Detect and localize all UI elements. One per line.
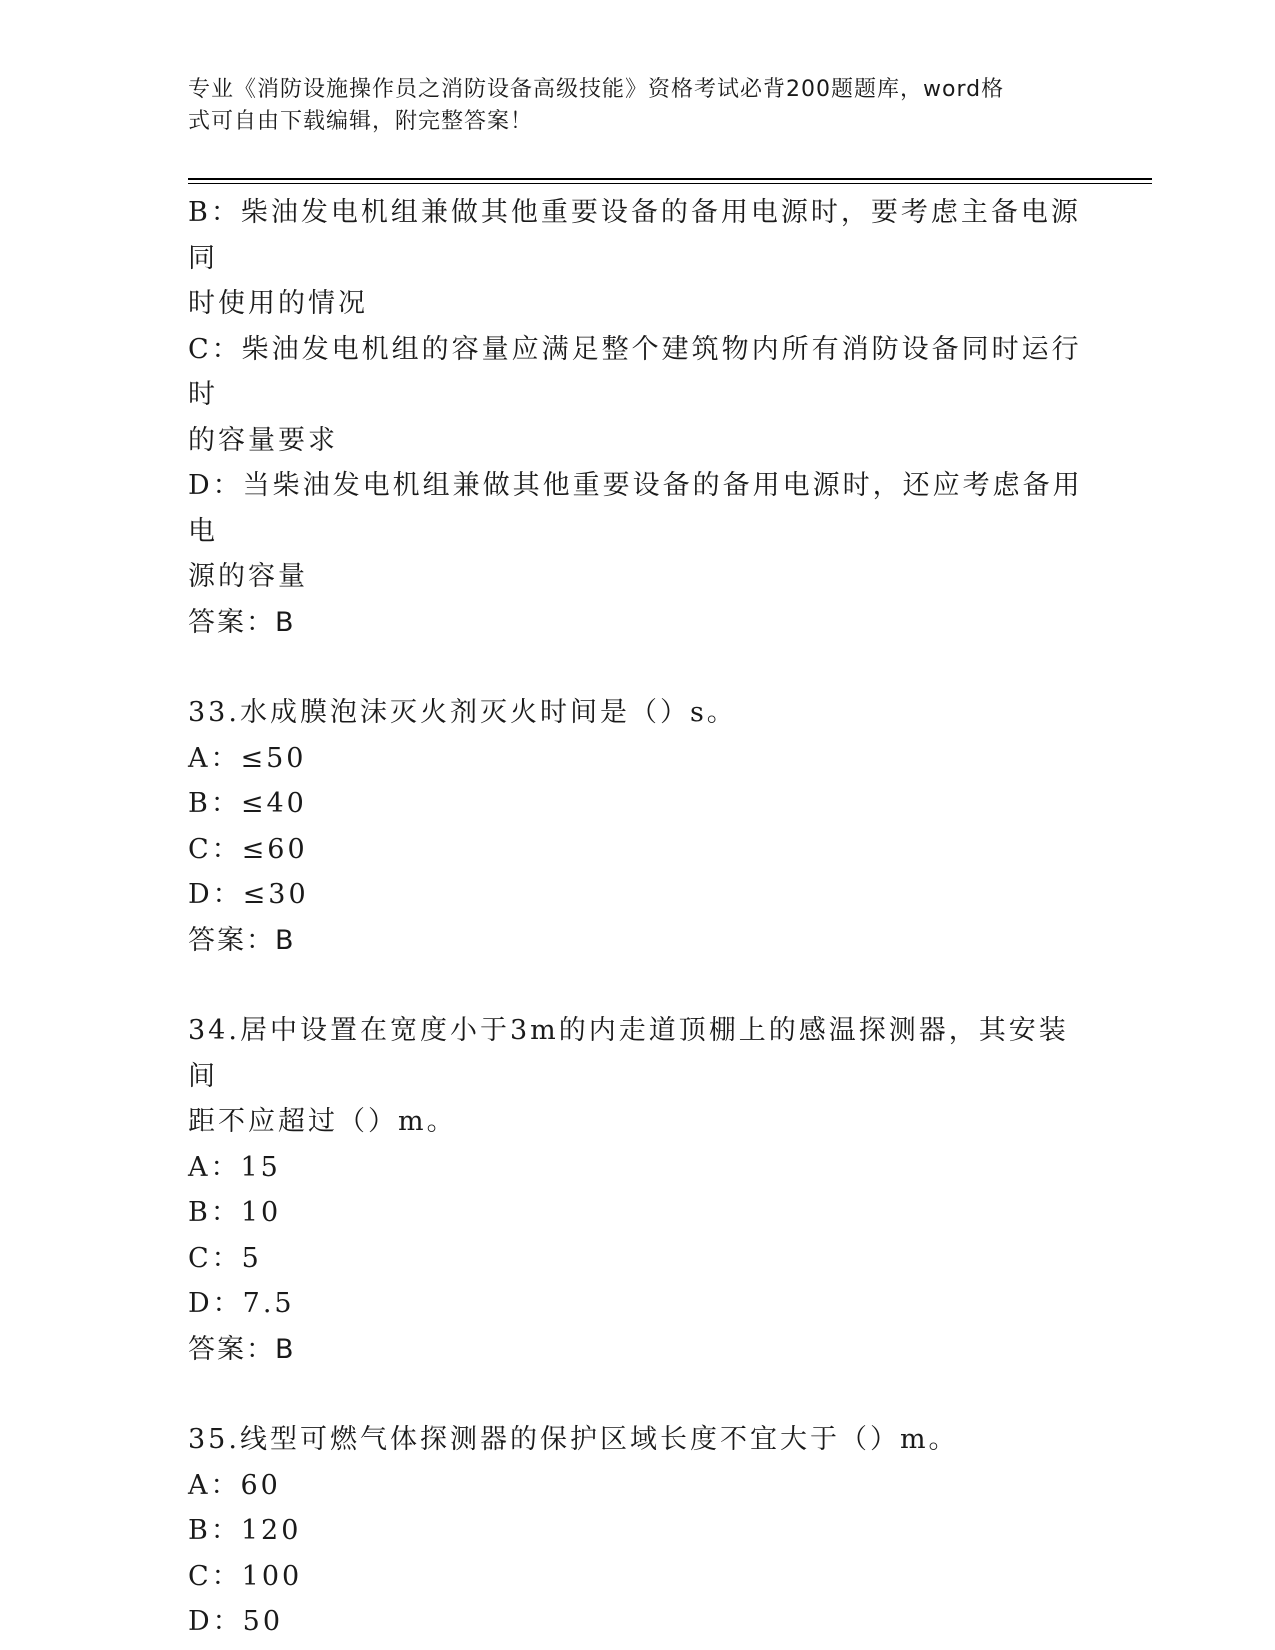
q34-option-c: C：5 xyxy=(188,1242,262,1274)
header-line-2: 式可自由下载编辑，附完整答案！ xyxy=(188,109,534,134)
q35-option-a: A：60 xyxy=(188,1469,281,1501)
header-divider-thin xyxy=(188,183,1152,184)
q32-option-d-line-2: 源的容量 xyxy=(188,561,308,592)
q35-option-d: D：50 xyxy=(188,1606,284,1637)
q34-option-b: B：10 xyxy=(188,1197,282,1228)
q35-question: 35.线型可燃气体探测器的保护区域长度不宜大于（）m。 xyxy=(188,1424,959,1455)
q33-question: 33.水成膜泡沫灭火剂灭火时间是（）s。 xyxy=(188,697,737,728)
q33-option-d: D：≤30 xyxy=(188,879,309,910)
question-33-block xyxy=(188,690,1088,963)
header-divider-thick xyxy=(188,178,1152,180)
q34-option-d: D：7.5 xyxy=(188,1288,295,1319)
q33-answer: 答案：B xyxy=(188,924,296,956)
q32-option-c-line-1: C：柴油发电机组的容量应满足整个建筑物内所有消防设备同时运行时 xyxy=(188,333,1082,410)
question-34-block xyxy=(188,1008,1088,1372)
document-body xyxy=(188,190,1088,1645)
question-32-block xyxy=(188,190,1088,645)
q32-option-b-line-1: B：柴油发电机组兼做其他重要设备的备用电源时，要考虑主备电源同 xyxy=(188,197,1081,274)
q34-answer: 答案：B xyxy=(188,1333,296,1365)
question-35-block xyxy=(188,1417,1088,1645)
q32-option-d-line-1: D：当柴油发电机组兼做其他重要设备的备用电源时，还应考虑备用电 xyxy=(188,470,1083,547)
q33-option-b: B：≤40 xyxy=(188,788,307,819)
q32-option-c-line-2: 的容量要求 xyxy=(188,424,338,456)
q35-option-b: B：120 xyxy=(188,1515,302,1546)
q34-question-line-1: 34.居中设置在宽度小于3m的内走道顶棚上的感温探测器，其安装间 xyxy=(188,1015,1069,1092)
q32-option-b-line-2: 时使用的情况 xyxy=(188,288,368,319)
q34-question-line-2: 距不应超过（）m。 xyxy=(188,1106,457,1137)
q33-option-a: A：≤50 xyxy=(188,742,307,774)
q33-option-c: C：≤60 xyxy=(188,833,308,865)
q34-option-a: A：15 xyxy=(188,1151,281,1183)
document-header xyxy=(188,74,1068,138)
q32-answer: 答案：B xyxy=(188,606,296,638)
q35-option-c: C：100 xyxy=(188,1560,303,1592)
header-line-1: 专业《消防设施操作员之消防设备高级技能》资格考试必背200题题库，word格 xyxy=(188,77,1005,102)
